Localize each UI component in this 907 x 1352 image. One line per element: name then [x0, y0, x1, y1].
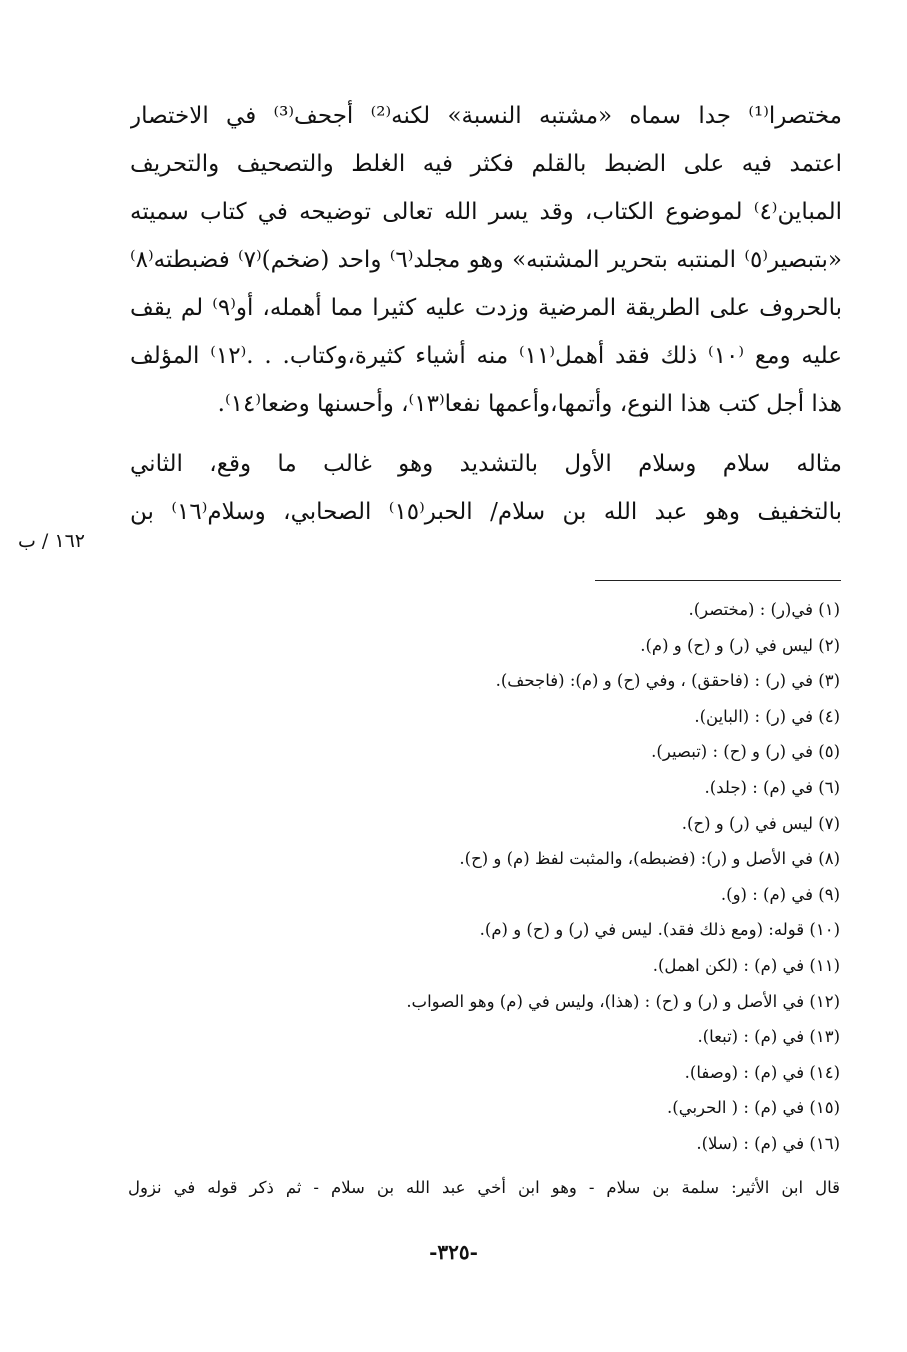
main-text	[130, 92, 842, 536]
text-line: عليه ومع ⁽١٠⁾ ذلك فقد أهمل⁽١١⁾ منه أشياء كثيرة،وكتاب. . .⁽١٢⁾ المؤلف	[130, 343, 842, 369]
text-line: «بتبصير⁽٥⁾ المنتبه بتحرير المشتبه» وهو مجلد⁽٦⁾ واحد (ضخم)⁽٧⁾ فضبطته⁽٨⁾	[130, 247, 842, 273]
footnote: (١٥) في (م) : ( الحربي).	[667, 1098, 840, 1118]
footnote: (١٣) في (م) : (تبعا).	[697, 1027, 840, 1047]
footnote: (٢) ليس في (ر) و (ح) و (م).	[640, 635, 840, 655]
footnote-separator	[595, 580, 841, 581]
text-line: هذا أجل كتب هذا النوع، وأتمها،وأعمها نفعا⁽١٣⁾، وأحسنها وضعا⁽١٤⁾.	[217, 391, 842, 417]
footnote: (١٢) في الأصل و (ر) و (ح) : (هذا)، وليس في (م) وهو الصواب.	[406, 991, 840, 1011]
footnote: (١٦) في (م) : (سلا).	[696, 1133, 840, 1153]
text-line: مثاله سلام وسلام الأول بالتشديد وهو غالب ما وقع، الثاني	[130, 451, 842, 477]
page-number: -٣٢٥-	[429, 1240, 478, 1264]
footnote: (٣) في (ر) : (فاحقق) ، وفي (ح) و (م): (فاجحف).	[495, 671, 840, 691]
footnote: (٦) في (م) : (جلد).	[704, 777, 840, 797]
footnote: (١٤) في (م) : (وصفا).	[684, 1062, 840, 1082]
paragraph-2	[130, 440, 842, 536]
text-line: بالحروف على الطريقة المرضية وزدت عليه كثيرا مما أهمله، أو⁽٩⁾ لم يقف	[130, 295, 842, 321]
text-line: اعتمد فيه على الضبط بالقلم فكثر فيه الغلط والتصحيف والتحريف	[130, 151, 842, 177]
text-line: المباين⁽٤⁾ لموضوع الكتاب، وقد يسر الله تعالى توضيحه في كتاب سميته	[130, 199, 842, 225]
footnote: (١٠) قوله: (ومع ذلك فقد). ليس في (ر) و (ح) و (م).	[479, 920, 840, 940]
text-line: بالتخفيف وهو عبد الله بن سلام/ الحبر⁽١٥⁾ الصحابي، وسلام⁽١٦⁾ بن	[130, 499, 842, 525]
footnote: (٨) في الأصل و (ر): (فضبطه)، والمثبت لفظ (م) و (ح).	[459, 849, 840, 869]
footnotes	[300, 592, 840, 1162]
paragraph-1	[130, 92, 842, 428]
footnote: (٤) في (ر) : (الباين).	[694, 706, 840, 726]
footnote: (٧) ليس في (ر) و (ح).	[681, 813, 840, 833]
footnote: (١١) في (م) : (لكن اهمل).	[652, 955, 840, 975]
text-line: مختصرا⁽¹⁾ جدا سماه «مشتبه النسبة» لكنه⁽²⁾ أجحف⁽³⁾ في الاختصار	[130, 103, 842, 129]
footnote: (٥) في (ر) و (ح) : (تبصير).	[651, 742, 840, 762]
margin-folio-note: ١٦٢ / ب	[18, 530, 85, 552]
trailing-note: قال ابن الأثير: سلمة بن سلام - وهو ابن أخي عبد الله بن سلام - ثم ذكر قوله في نزول	[128, 1178, 840, 1197]
footnote: (٩) في (م) : (و).	[720, 884, 840, 904]
footnote: (١) في(ر) : (مختصر).	[688, 600, 840, 619]
